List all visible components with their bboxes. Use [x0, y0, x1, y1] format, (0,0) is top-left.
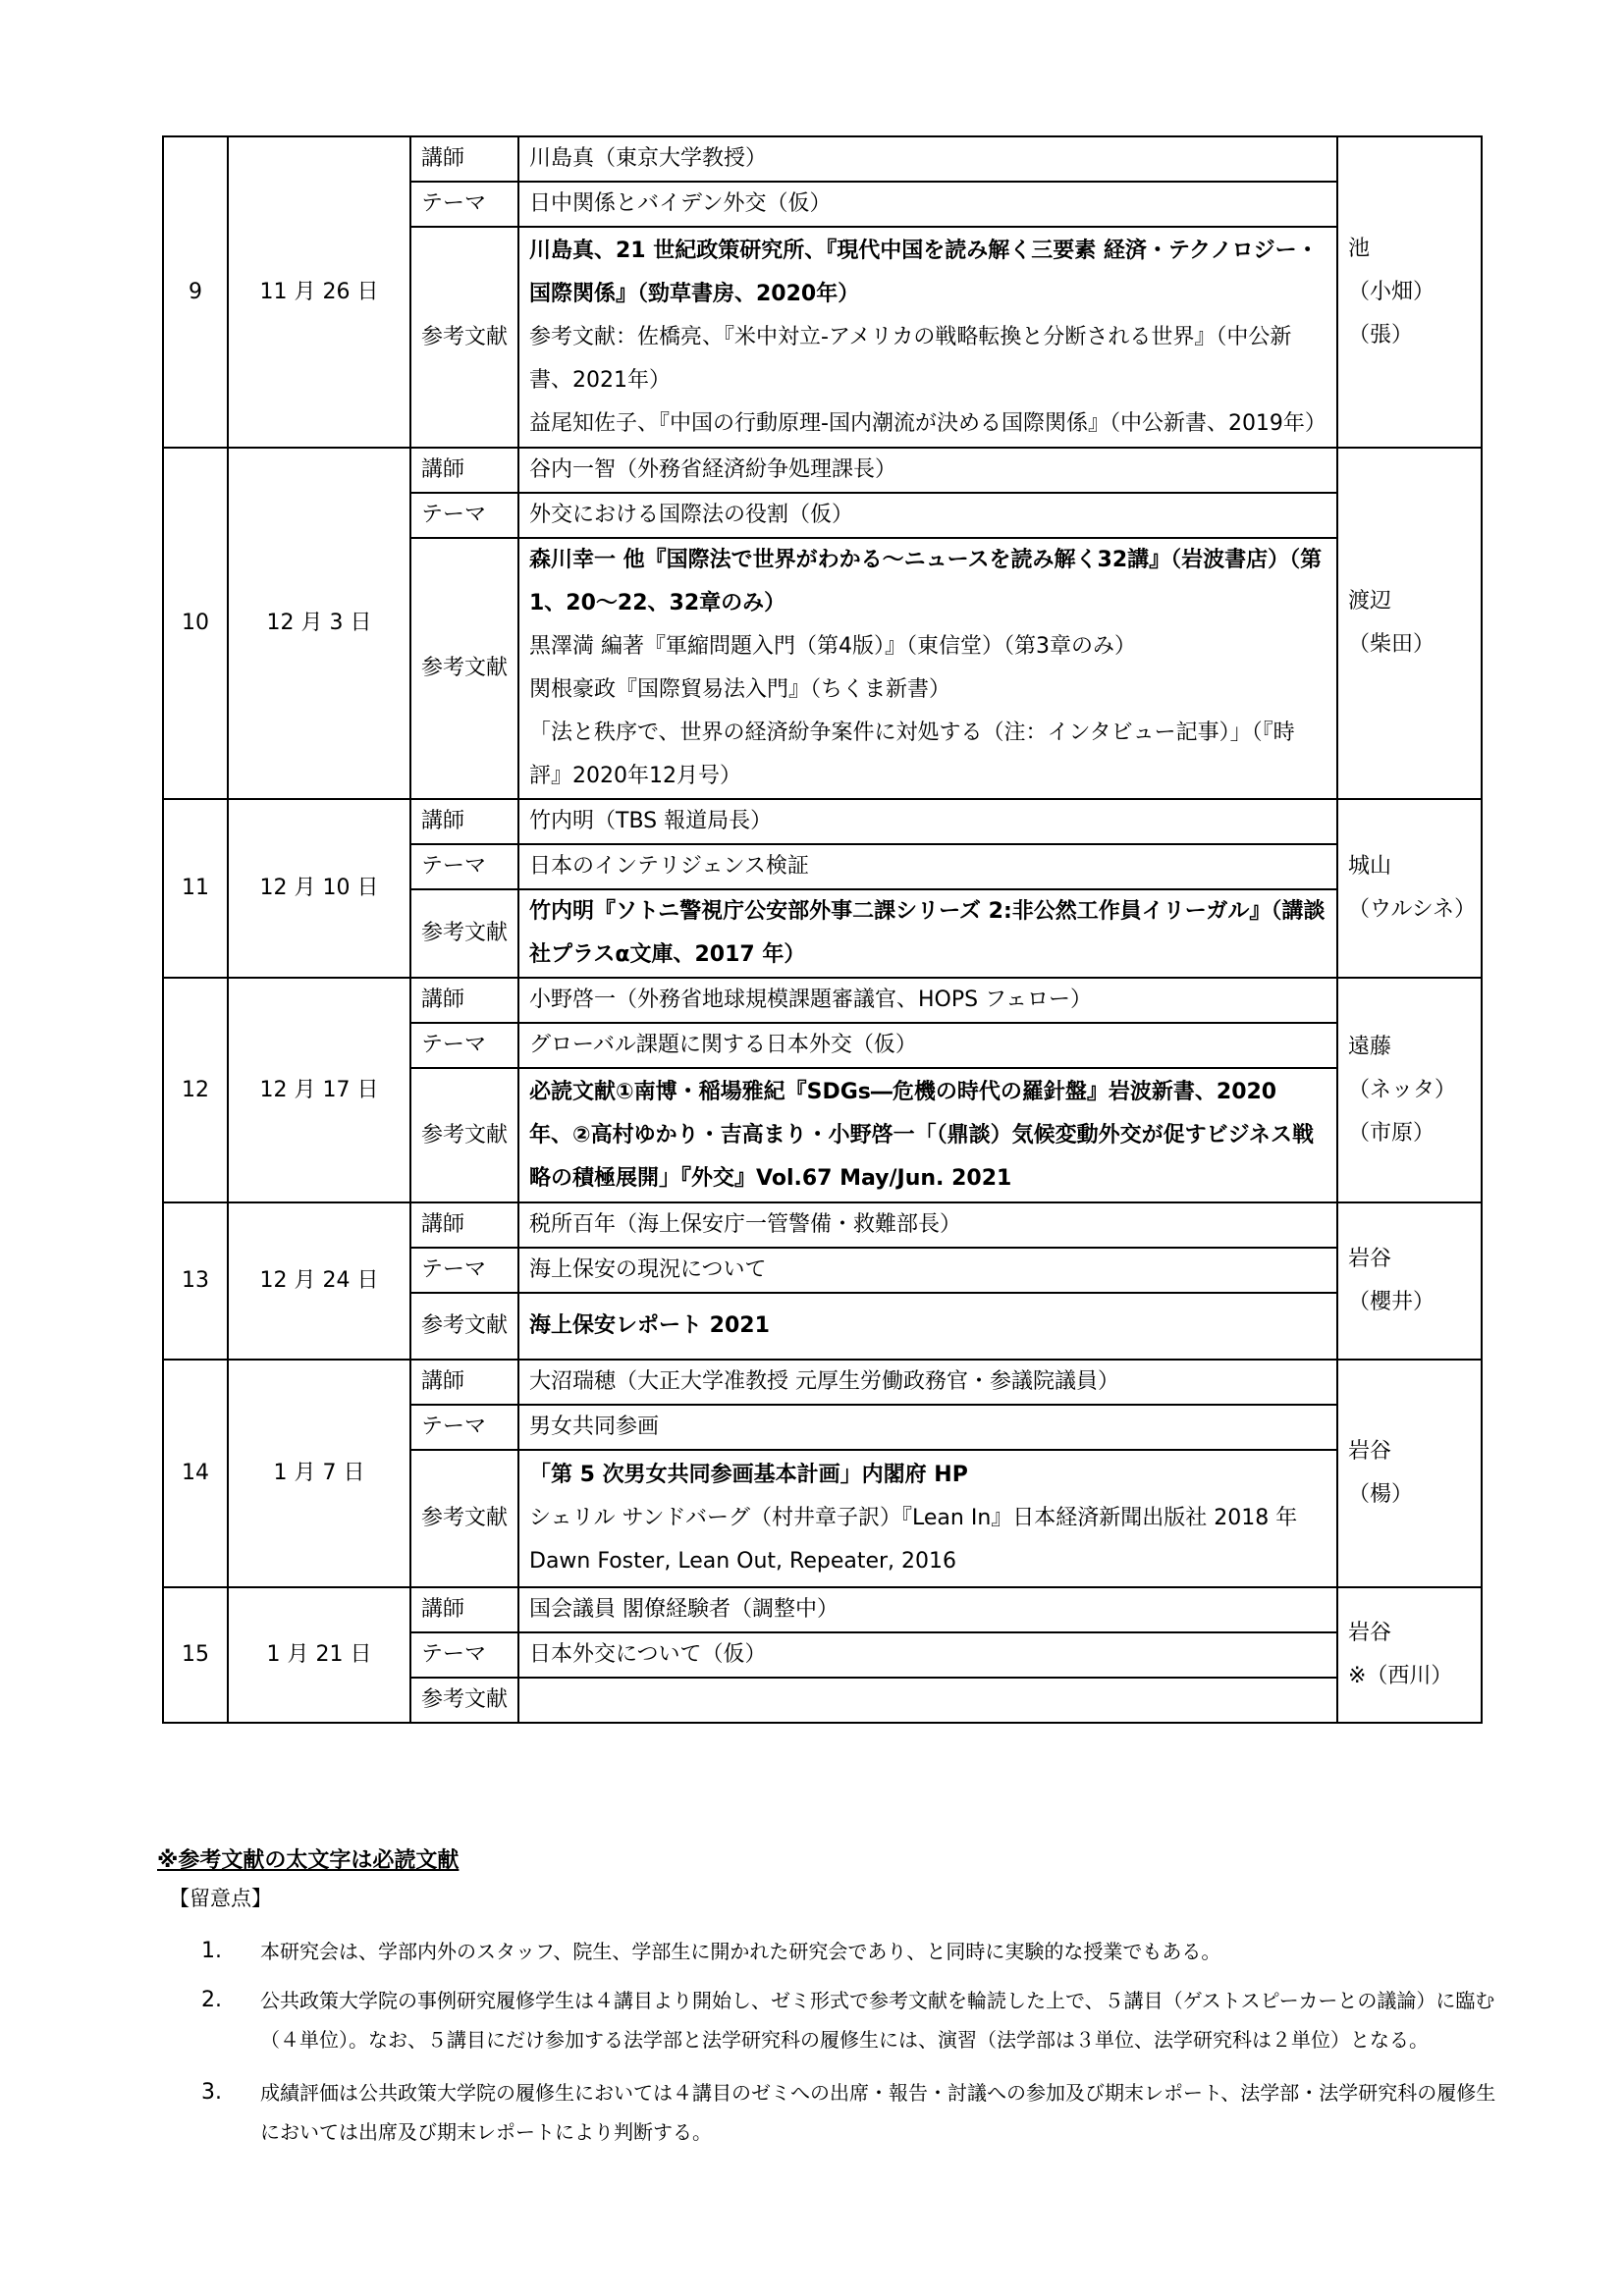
references-value [518, 1293, 1337, 1360]
references-label: 参考文献 [410, 1678, 518, 1723]
reference-entry: シェリル サンドバーグ（村井章子訳）『Lean In』日本経済新聞出版社 2018 年 [529, 1506, 1298, 1530]
bold-reference-footnote: ※参考文献の太文字は必読文献 [157, 1848, 460, 1873]
presenter-name: 岩谷 [1348, 1621, 1392, 1645]
note-item [201, 2073, 1507, 2152]
session-number: 10 [163, 448, 228, 799]
theme-label: テーマ [410, 844, 518, 889]
note-number: 1. [201, 1939, 222, 1963]
references-label: 参考文献 [410, 227, 518, 448]
lecturer-label: 講師 [410, 1202, 518, 1248]
session-row-lecturer [163, 1360, 1482, 1405]
session-date: 1 月 21 日 [228, 1587, 410, 1723]
presenter-name: （柴田） [1348, 632, 1435, 657]
note-number: 3. [201, 2080, 222, 2105]
presenter-name: （櫻井） [1348, 1290, 1435, 1314]
note-number: 2. [201, 1988, 222, 2012]
presenters [1337, 1587, 1482, 1723]
lecturer-label: 講師 [410, 448, 518, 493]
reference-entry: 益尾知佐子、『中国の行動原理-国内潮流が決める国際関係』（中公新書、2019年） [529, 410, 1326, 436]
presenter-name: ※（西川） [1348, 1664, 1453, 1688]
references-label: 参考文献 [410, 538, 518, 799]
note-text: 本研究会は、学部内外のスタッフ、院生、学部生に開かれた研究会であり、と同時に実験的な授業でもある。 [260, 1940, 1221, 1963]
references-value [518, 538, 1337, 799]
theme-label: テーマ [410, 1023, 518, 1068]
presenters [1337, 1360, 1482, 1587]
theme-label: テーマ [410, 493, 518, 538]
presenter-name: （ネッタ） [1348, 1077, 1457, 1102]
reference-entry: Dawn Foster, Lean Out, Repeater, 2016 [529, 1549, 957, 1574]
presenter-name: （小畑） [1348, 279, 1435, 304]
references-label: 参考文献 [410, 1068, 518, 1202]
references-label: 参考文献 [410, 889, 518, 978]
presenter-name: （張） [1348, 322, 1414, 347]
references-label: 参考文献 [410, 1293, 518, 1360]
session-date: 12 月 10 日 [228, 799, 410, 978]
references-value [518, 1450, 1337, 1587]
session-number: 11 [163, 799, 228, 978]
presenter-name: 池 [1348, 236, 1371, 261]
session-number: 14 [163, 1360, 228, 1587]
session-row-lecturer [163, 136, 1482, 182]
session-number: 13 [163, 1202, 228, 1360]
session-row-lecturer [163, 448, 1482, 493]
reference-entry: 参考文献：佐橋亮、『米中対立-アメリカの戦略転換と分断される世界』（中公新書、2021年） [529, 324, 1292, 393]
session-date: 11 月 26 日 [228, 136, 410, 448]
session-row-lecturer [163, 1587, 1482, 1632]
reference-entry: 必読文献①南博・稲場雅紀『SDGs―危機の時代の羅針盤』岩波新書、2020 年、②高村ゆかり・吉高まり・小野啓一「（鼎談）気候変動外交が促すビジネス戦略の積極展開」『外交』Vol.67 May/Jun. 2021 [529, 1079, 1314, 1191]
theme-label: テーマ [410, 1248, 518, 1293]
session-date: 12 月 3 日 [228, 448, 410, 799]
reference-entry: 「法と秩序で、世界の経済紛争案件に対処する（注：インタビュー記事）」（『時評』2020年12月号） [529, 721, 1295, 788]
theme-label: テーマ [410, 1632, 518, 1678]
session-number: 12 [163, 978, 228, 1202]
presenter-name: 城山 [1348, 854, 1392, 879]
presenter-name: 渡辺 [1348, 589, 1392, 614]
schedule-body [163, 136, 1482, 1723]
lecturer-label: 講師 [410, 136, 518, 182]
session-date: 1 月 7 日 [228, 1360, 410, 1587]
presenter-name: 岩谷 [1348, 1247, 1392, 1271]
presenters [1337, 978, 1482, 1202]
presenter-name: （楊） [1348, 1482, 1414, 1507]
notes-heading: 【留意点】 [169, 1887, 272, 1910]
lecturer-value: 国会議員 閣僚経験者（調整中） [518, 1587, 1337, 1632]
note-text: 公共政策大学院の事例研究履修学生は４講目より開始し、ゼミ形式で参考文献を輪読した上で、５講目（ゲストスピーカーとの議論）に臨む（４単位）。なお、５講目にだけ参加する法学部と法学研究科の履修生には、演習（法学部は３単位、法学研究科は２単位）となる。 [260, 1989, 1495, 2052]
session-number: 9 [163, 136, 228, 448]
theme-label: テーマ [410, 182, 518, 227]
session-row-lecturer [163, 978, 1482, 1023]
presenter-name: （市原） [1348, 1120, 1435, 1146]
references-value [518, 1678, 1337, 1723]
theme-value: 日本外交について（仮） [518, 1632, 1337, 1678]
session-row-lecturer [163, 1202, 1482, 1248]
session-date: 12 月 17 日 [228, 978, 410, 1202]
references-value [518, 1068, 1337, 1202]
theme-value: 日本のインテリジェンス検証 [518, 844, 1337, 889]
note-item [201, 1981, 1507, 2059]
references-value [518, 889, 1337, 978]
schedule-table [162, 135, 1483, 1724]
theme-value: グローバル課題に関する日本外交（仮） [518, 1023, 1337, 1068]
theme-value: 外交における国際法の役割（仮） [518, 493, 1337, 538]
reference-entry: 川島真、21 世紀政策研究所、『現代中国を読み解く三要素 経済・テクノロジー・国際関係』（勁草書房、2020年） [529, 238, 1319, 306]
lecturer-label: 講師 [410, 1587, 518, 1632]
note-item [201, 1932, 1507, 1971]
reference-entry: 海上保安レポート 2021 [529, 1313, 770, 1338]
presenters [1337, 136, 1482, 448]
reference-entry: 「第 5 次男女共同参画基本計画」内閣府 HP [529, 1463, 968, 1487]
lecturer-value: 大沼瑞穂（大正大学准教授 元厚生労働政務官・参議院議員） [518, 1360, 1337, 1405]
presenters [1337, 448, 1482, 799]
presenters [1337, 1202, 1482, 1360]
lecturer-value: 竹内明（TBS 報道局長） [518, 799, 1337, 844]
reference-entry: 竹内明『ソトニ警視庁公安部外事二課シリーズ 2:非公然工作員イリーガル』（講談社プラスα文庫、2017 年） [529, 899, 1326, 967]
lecturer-value: 小野啓一（外務省地球規模課題審議官、HOPS フェロー） [518, 978, 1337, 1023]
references-label: 参考文献 [410, 1450, 518, 1587]
reference-entry: 森川幸一 他『国際法で世界がわかる～ニュースを読み解く32講』（岩波書店）（第1、20～22、32章のみ） [529, 548, 1323, 615]
presenter-name: 遠藤 [1348, 1034, 1392, 1059]
lecturer-label: 講師 [410, 799, 518, 844]
session-number: 15 [163, 1587, 228, 1723]
reference-entry: 黒澤満 編著『軍縮問題入門（第4版）』（東信堂）（第3章のみ） [529, 634, 1136, 659]
lecturer-value: 川島真（東京大学教授） [518, 136, 1337, 182]
session-row-lecturer [163, 799, 1482, 844]
reference-entry: 関根豪政『国際貿易法入門』（ちくま新書） [529, 677, 951, 702]
theme-label: テーマ [410, 1405, 518, 1450]
lecturer-value: 谷内一智（外務省経済紛争処理課長） [518, 448, 1337, 493]
note-text: 成績評価は公共政策大学院の履修生においては４講目のゼミへの出席・報告・討議への参加及び期末レポート、法学部・法学研究科の履修生においては出席及び期末レポートにより判断する。 [260, 2081, 1496, 2144]
lecturer-value: 税所百年（海上保安庁一管警備・救難部長） [518, 1202, 1337, 1248]
session-date: 12 月 24 日 [228, 1202, 410, 1360]
theme-value: 海上保安の現況について [518, 1248, 1337, 1293]
presenter-name: 岩谷 [1348, 1439, 1392, 1464]
lecturer-label: 講師 [410, 1360, 518, 1405]
references-value [518, 227, 1337, 448]
lecturer-label: 講師 [410, 978, 518, 1023]
theme-value: 男女共同参画 [518, 1405, 1337, 1450]
presenter-name: （ウルシネ） [1348, 897, 1477, 922]
theme-value: 日中関係とバイデン外交（仮） [518, 182, 1337, 227]
presenters [1337, 799, 1482, 978]
